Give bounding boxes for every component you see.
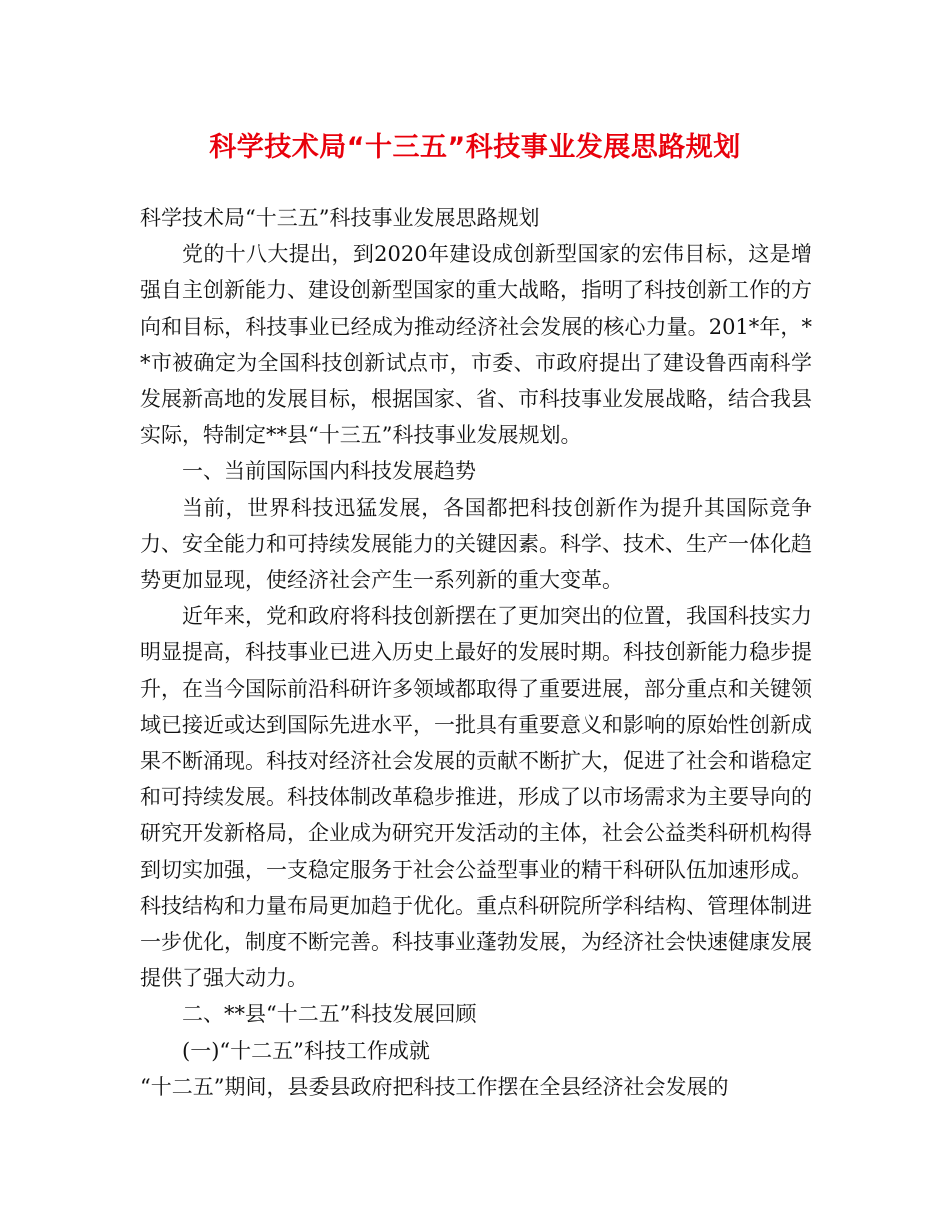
trend-paragraph: 当前，世界科技迅猛发展，各国都把科技创新作为提升其国际竞争力、安全能力和可持续发展能力的关键因素。科学、技术、生产一体化趋势更加显现，使经济社会产生一系列新的重大变革。	[140, 495, 812, 593]
section-heading-2: 二、**县“十二五”科技发展回顾	[182, 1002, 477, 1027]
progress-paragraph: 近年来，党和政府将科技创新摆在了更加突出的位置，我国科技实力明显提高，科技事业已进入历史上最好的发展时期。科技创新能力稳步提升，在当今国际前沿科研许多领域都取得了重要进展，部分重点和关键领域已接近或达到国际先进水平，一批具有重要意义和影响的原始性创新成果不断涌现。科技对经济社会发展的贡献不断扩大，促进了社会和谐稳定和可持续发展。科技体制改革稳步推进，形成了以市场需求为主要导向的研究开发新格局，企业成为研究开发活动的主体，社会公益类科研机构得到切实加强，一支稳定服务于社会公益型事业的精干科研队伍加速形成。科技结构和力量布局更加趋于优化。重点科研院所学科结构、管理体制进一步优化，制度不断完善。科技事业蓬勃发展，为经济社会快速健康发展提供了强大动力。	[140, 604, 812, 991]
section-heading-1: 一、当前国际国内科技发展趋势	[182, 459, 476, 484]
subsection-heading-1: (一)“十二五”科技工作成就	[182, 1038, 430, 1063]
intro-paragraph: 党的十八大提出，到2020年建设成创新型国家的宏伟目标，这是增强自主创新能力、建设创新型国家的重大战略，指明了科技创新工作的方向和目标，科技事业已经成为推动经济社会发展的核心力量。201*年，**市被确定为全国科技创新试点市，市委、市政府提出了建设鲁西南科学发展新高地的发展目标，根据国家、省、市科技事业发展战略，结合我县实际，特制定**县“十三五”科技事业发展规划。	[140, 242, 812, 448]
document-title: 科学技术局“十三五”科技事业发展思路规划	[209, 132, 741, 163]
review-paragraph: “十二五”期间，县委县政府把科技工作摆在全县经济社会发展的	[140, 1074, 729, 1099]
body-heading-line: 科学技术局“十三五”科技事业发展思路规划	[140, 206, 540, 230]
document-body	[140, 200, 812, 1105]
